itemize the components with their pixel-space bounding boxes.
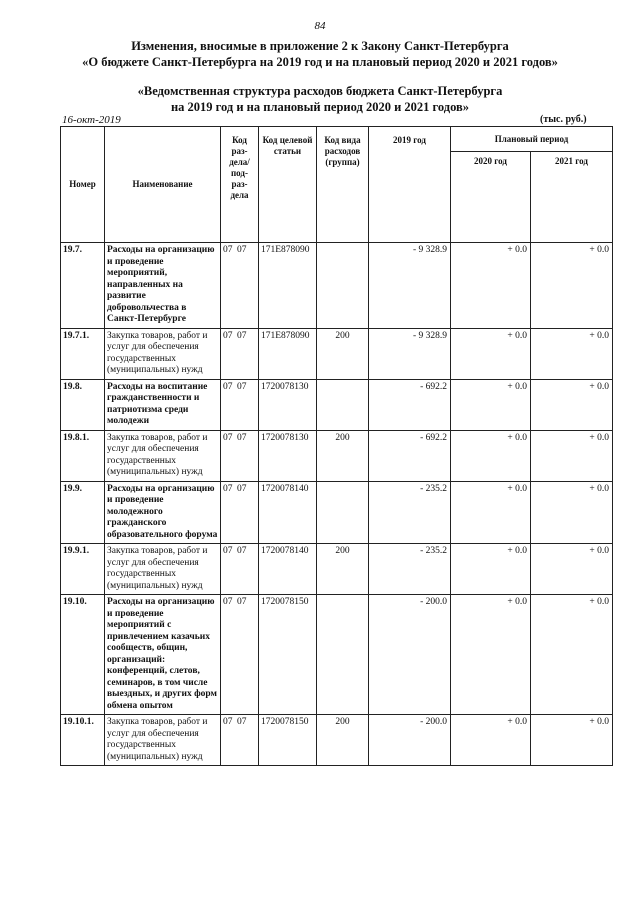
subtitle-line-2: на 2019 год и на плановый период 2020 и 2021 годов»	[170, 100, 470, 114]
row-kind-code: 200	[317, 544, 369, 595]
row-value-2019: - 692.2	[369, 430, 451, 481]
subsection-code: 07	[237, 717, 247, 727]
row-value-2020: + 0.0	[451, 481, 531, 544]
row-name: Расходы на организацию и проведение мероприятий, направленных на развитие добровольчества в Санкт-Петербурге	[105, 243, 221, 329]
section-code: 07	[223, 546, 233, 556]
subsection-code: 07	[237, 330, 247, 341]
row-kind-code	[317, 379, 369, 430]
table-body	[61, 243, 613, 766]
header-kind: Код вида расходов (группа)	[317, 127, 369, 243]
row-value-2019: - 200.0	[369, 715, 451, 766]
subsection-code: 07	[237, 245, 247, 255]
row-value-2019: - 692.2	[369, 379, 451, 430]
row-value-2021: + 0.0	[531, 243, 613, 329]
header-2020: 2020 год	[451, 152, 531, 243]
header-target: Код целевой статьи	[259, 127, 317, 243]
section-code: 07	[223, 245, 233, 255]
header-name: Наименование	[105, 127, 221, 243]
row-name: Закупка товаров, работ и услуг для обеспечения государственных (муниципальных) нужд	[105, 715, 221, 766]
section-code: 07	[223, 432, 233, 443]
table-row	[61, 328, 613, 379]
header-number: Номер	[61, 127, 105, 243]
section-code: 07	[223, 381, 233, 392]
section-code: 07	[223, 717, 233, 727]
row-number: 19.9.	[61, 481, 105, 544]
row-section-code	[221, 430, 259, 481]
row-name: Расходы на организацию и проведение мероприятий с привлечением казачьих сообществ, общин, организаций: конференций, слетов, семинаров, в том числе выездных, и других форм обмена опытом	[105, 595, 221, 715]
row-target-code: 1720078130	[259, 379, 317, 430]
budget-table	[60, 126, 613, 766]
unit-label: (тыс. руб.)	[540, 114, 587, 125]
row-section-code	[221, 481, 259, 544]
row-number: 19.9.1.	[61, 544, 105, 595]
row-number: 19.8.1.	[61, 430, 105, 481]
section-code: 07	[223, 483, 233, 494]
row-name: Расходы на организацию и проведение молодежного гражданского образовательного форума	[105, 481, 221, 544]
row-kind-code	[317, 481, 369, 544]
subsection-code: 07	[237, 546, 247, 556]
row-value-2020: + 0.0	[451, 430, 531, 481]
table-row	[61, 379, 613, 430]
row-section-code	[221, 715, 259, 766]
table-row	[61, 481, 613, 544]
row-target-code: 1720078150	[259, 715, 317, 766]
document-title	[0, 38, 640, 70]
row-name: Закупка товаров, работ и услуг для обеспечения государственных (муниципальных) нужд	[105, 544, 221, 595]
table-row	[61, 595, 613, 715]
table-row	[61, 243, 613, 329]
row-number: 19.7.	[61, 243, 105, 329]
row-value-2021: + 0.0	[531, 595, 613, 715]
subtitle-line-1: «Ведомственная структура расходов бюджета Санкт-Петербурга	[137, 84, 503, 98]
row-target-code: 1720078150	[259, 595, 317, 715]
row-value-2021: + 0.0	[531, 544, 613, 595]
row-value-2020: + 0.0	[451, 715, 531, 766]
row-value-2019: - 200.0	[369, 595, 451, 715]
row-section-code	[221, 243, 259, 329]
section-code: 07	[223, 330, 233, 341]
row-value-2020: + 0.0	[451, 379, 531, 430]
row-kind-code: 200	[317, 328, 369, 379]
row-kind-code	[317, 595, 369, 715]
row-name: Закупка товаров, работ и услуг для обеспечения государственных (муниципальных) нужд	[105, 328, 221, 379]
header-section: Код раз-дела/ под-раз-дела	[221, 127, 259, 243]
row-kind-code	[317, 243, 369, 329]
row-number: 19.7.1.	[61, 328, 105, 379]
header-2021: 2021 год	[531, 152, 613, 243]
row-value-2021: + 0.0	[531, 715, 613, 766]
subsection-code: 07	[237, 432, 247, 443]
row-kind-code: 200	[317, 430, 369, 481]
row-number: 19.8.	[61, 379, 105, 430]
row-name: Закупка товаров, работ и услуг для обеспечения государственных (муниципальных) нужд	[105, 430, 221, 481]
row-value-2019: - 9 328.9	[369, 243, 451, 329]
subsection-code: 07	[237, 483, 247, 494]
row-target-code: 1720078130	[259, 430, 317, 481]
row-value-2021: + 0.0	[531, 328, 613, 379]
table-row	[61, 430, 613, 481]
row-target-code: 171Е878090	[259, 328, 317, 379]
row-target-code: 171Е878090	[259, 243, 317, 329]
document-date: 16-окт-2019	[62, 114, 121, 126]
row-number: 19.10.	[61, 595, 105, 715]
row-value-2019: - 235.2	[369, 544, 451, 595]
document-subtitle	[0, 83, 640, 115]
row-value-2021: + 0.0	[531, 430, 613, 481]
row-value-2021: + 0.0	[531, 379, 613, 430]
row-value-2019: - 235.2	[369, 481, 451, 544]
title-line-1: Изменения, вносимые в приложение 2 к Закону Санкт-Петербурга	[131, 39, 509, 53]
row-section-code	[221, 328, 259, 379]
row-kind-code: 200	[317, 715, 369, 766]
title-line-2: «О бюджете Санкт-Петербурга на 2019 год и на плановый период 2020 и 2021 годов»	[82, 55, 558, 69]
row-value-2020: + 0.0	[451, 243, 531, 329]
row-value-2020: + 0.0	[451, 595, 531, 715]
row-section-code	[221, 595, 259, 715]
table-row	[61, 715, 613, 766]
row-section-code	[221, 379, 259, 430]
row-value-2020: + 0.0	[451, 328, 531, 379]
row-value-2020: + 0.0	[451, 544, 531, 595]
table-row	[61, 544, 613, 595]
header-planned: Плановый период	[451, 127, 613, 152]
header-2019: 2019 год	[369, 127, 451, 243]
row-target-code: 1720078140	[259, 544, 317, 595]
row-value-2019: - 9 328.9	[369, 328, 451, 379]
row-target-code: 1720078140	[259, 481, 317, 544]
row-value-2021: + 0.0	[531, 481, 613, 544]
subsection-code: 07	[237, 597, 247, 607]
section-code: 07	[223, 597, 233, 607]
row-section-code	[221, 544, 259, 595]
page-number: 84	[314, 20, 326, 32]
row-number: 19.10.1.	[61, 715, 105, 766]
subsection-code: 07	[237, 381, 247, 392]
row-name: Расходы на воспитание гражданственности и патриотизма среди молодежи	[105, 379, 221, 430]
